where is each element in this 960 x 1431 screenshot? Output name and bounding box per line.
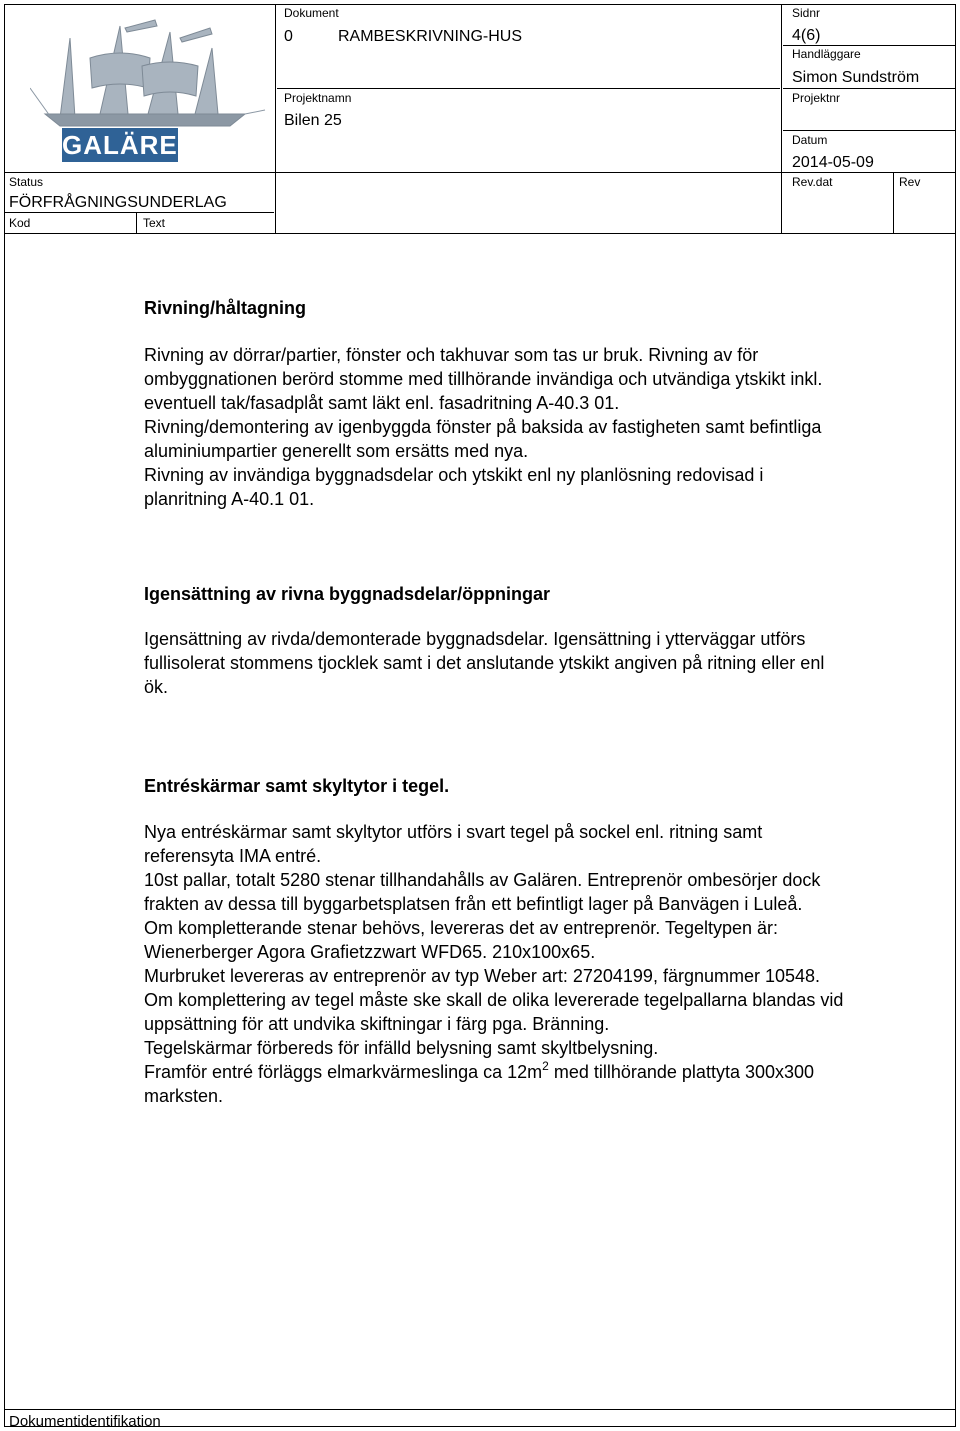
header-rule bbox=[783, 130, 956, 131]
section-heading: Entréskärmar samt skyltytor i tegel. bbox=[144, 776, 450, 796]
paragraph-line: Nya entréskärmar samt skyltytor utförs i svart tegel på sockel enl. ritning samt bbox=[144, 822, 763, 842]
projektnr-label: Projektnr bbox=[792, 91, 841, 105]
header-rule bbox=[4, 212, 274, 213]
sidnr-value: 4(6) bbox=[792, 27, 821, 44]
paragraph-line: frakten av dessa till byggarbetsplatsen från ett befintligt lager på Banvägen i Luleå. bbox=[144, 894, 803, 914]
rev-label: Rev bbox=[899, 175, 921, 189]
text-label: Text bbox=[143, 216, 166, 230]
paragraph-line: ombyggnationen berörd stomme med tillhörande invändiga och utvändiga ytskikt inkl. bbox=[144, 369, 823, 389]
header-rule bbox=[275, 4, 276, 233]
paragraph-line: eventuell tak/fasadplåt samt läkt enl. fasadritning A-40.3 01. bbox=[144, 393, 620, 413]
paragraph-line: ök. bbox=[144, 677, 169, 697]
handlaggare-label: Handläggare bbox=[792, 47, 861, 61]
paragraph-line: Igensättning av rivda/demonterade byggnadsdelar. Igensättning i ytterväggar utförs bbox=[144, 629, 806, 649]
line-text: Framför entré förläggs elmarkvärmeslinga ca 12m bbox=[144, 1062, 543, 1082]
status-label: Status bbox=[9, 175, 44, 189]
section-heading: Rivning/håltagning bbox=[144, 298, 306, 318]
section-heading: Igensättning av rivna byggnadsdelar/öppningar bbox=[144, 584, 551, 604]
paragraph-line: uppsättning för att undvika skiftningar i färg pga. Bränning. bbox=[144, 1014, 610, 1034]
paragraph-line: Rivning av dörrar/partier, fönster och takhuvar som tas ur bruk. Rivning av för bbox=[144, 345, 759, 365]
header-rule bbox=[4, 172, 956, 173]
sidnr-label: Sidnr bbox=[792, 6, 821, 20]
paragraph-line: Om komplettering av tegel måste ske skall de olika levererade tegelpallarna blandas vid bbox=[144, 990, 844, 1010]
paragraph-line: Om kompletterande stenar behövs, levereras det av entreprenör. Tegeltypen är: bbox=[144, 918, 779, 938]
header-rule bbox=[783, 88, 956, 89]
line-text: med tillhörande plattyta 300x300 bbox=[548, 1062, 815, 1082]
footer-rule bbox=[4, 1409, 956, 1410]
dokument-label: Dokument bbox=[284, 6, 339, 20]
status-value: FÖRFRÅGNINGSUNDERLAG bbox=[9, 194, 227, 211]
paragraph-line: Rivning av invändiga byggnadsdelar och ytskikt enl ny planlösning redovisad i bbox=[144, 465, 764, 485]
section-rivning bbox=[144, 297, 944, 511]
header-rule bbox=[4, 233, 956, 234]
dokument-number: 0 bbox=[284, 28, 293, 45]
paragraph-line: fullisolerat stommens tjocklek samt i det anslutande ytskikt angiven på ritning eller enl bbox=[144, 653, 825, 673]
paragraph-line: planritning A-40.1 01. bbox=[144, 489, 315, 509]
section-igensattning bbox=[144, 583, 944, 699]
doc-id-label: Dokumentidentifikation bbox=[9, 1413, 161, 1430]
section-entreskarmar bbox=[144, 775, 944, 1108]
revdat-label: Rev.dat bbox=[792, 175, 833, 189]
paragraph-line: aluminiumpartier generellt som ersätts med nya. bbox=[144, 441, 529, 461]
header-rule bbox=[277, 88, 780, 89]
datum-value: 2014-05-09 bbox=[792, 154, 874, 171]
projektnamn-value: Bilen 25 bbox=[284, 112, 342, 129]
handlaggare-value: Simon Sundström bbox=[792, 69, 920, 86]
dokument-value: RAMBESKRIVNING-HUS bbox=[338, 28, 523, 45]
paragraph-line: Wienerberger Agora Grafietzzwart WFD65. 210x100x65. bbox=[144, 942, 596, 962]
projektnamn-label: Projektnamn bbox=[284, 91, 352, 105]
paragraph-line: referensyta IMA entré. bbox=[144, 846, 322, 866]
header-rule bbox=[783, 45, 956, 46]
paragraph-line: marksten. bbox=[144, 1086, 224, 1106]
paragraph-line bbox=[144, 1060, 944, 1084]
header-rule bbox=[136, 212, 137, 233]
paragraph-line: 10st pallar, totalt 5280 stenar tillhandahålls av Galären. Entreprenör ombesörjer dock bbox=[144, 870, 821, 890]
paragraph-line: Rivning/demontering av igenbyggda fönster på baksida av fastigheten samt befintliga bbox=[144, 417, 822, 437]
logo-wordmark: GALÄREN bbox=[62, 130, 198, 160]
paragraph-line: Murbruket levereras av entreprenör av typ Weber art: 27204199, färgnummer 10548. bbox=[144, 966, 821, 986]
datum-label: Datum bbox=[792, 133, 828, 147]
kod-label: Kod bbox=[9, 216, 31, 230]
superscript: 2 bbox=[542, 1059, 549, 1073]
ship-logo-icon bbox=[30, 18, 270, 128]
header-rule bbox=[893, 172, 894, 233]
paragraph-line: Tegelskärmar förbereds för infälld belysning samt skyltbelysning. bbox=[144, 1038, 659, 1058]
header-rule bbox=[781, 4, 782, 233]
